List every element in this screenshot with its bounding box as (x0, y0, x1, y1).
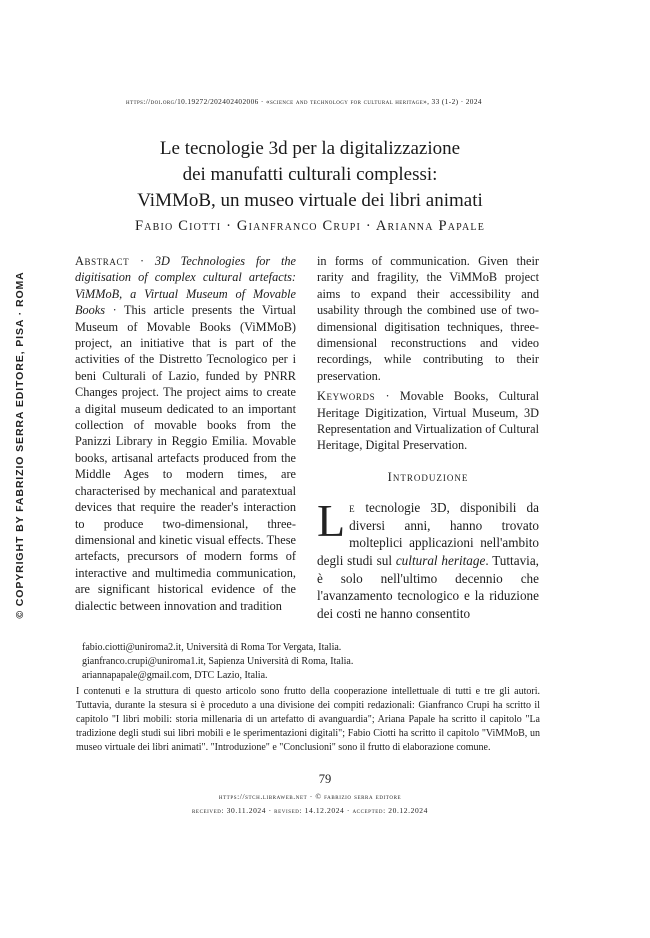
abstract (75, 253, 296, 614)
title-line-3: ViMMoB, un museo virtuale dei libri animati (137, 190, 483, 211)
article-title (100, 136, 520, 214)
footer-publisher: https://stch.libraweb.net · © fabrizio serra editore (218, 792, 402, 801)
intro-text-a: tecnologie 3D, disponibili da diversi anni, hanno trovato molteplici applicazioni nell'ambito degli studi sul (317, 500, 539, 569)
authorship-note: I contenuti e la struttura di questo articolo sono frutto della cooperazione intellettuale di tutti e tre gli autori. Tuttavia, durante la stesura si è proceduto a una divisione dei compiti redazionali: Gianfranco Crupi ha scritto il capitolo "I libri mobili: storia millenaria di un artefatto di avanguardia"; Ariana Papale ha scritto il capitolo "La tradizione degli studi sui libri mobili e le sperimentazioni digitali"; Fabio Ciotti ha scritto il capitolo "ViMMoB, un museo virtuale dei libri animati". "Introduzione" e "Conclusioni" sono il frutto di elaborazione comune. (76, 686, 540, 753)
intro-paragraph (317, 495, 539, 622)
abstract-separator: · (129, 254, 155, 268)
affiliation-2: gianfranco.crupi@uniroma1.it, Sapienza Università di Roma, Italia. (82, 656, 354, 667)
keywords-label: Keywords (317, 389, 376, 404)
abstract-label: Abstract (75, 254, 130, 268)
copyright-sidebar (10, 245, 30, 645)
right-column (317, 253, 539, 622)
title-line-1: Le tecnologie 3d per la digitalizzazione (159, 138, 461, 159)
abstract-title: 3D Technologies for the digitisation of complex cultural artefacts: ViMMoB, a Virtual Museum of Movable Books (75, 254, 296, 318)
page-number: 79 (318, 772, 332, 786)
left-column (75, 253, 296, 614)
keywords (317, 388, 539, 454)
footnotes (76, 641, 540, 755)
intro-first-word-rest: e (349, 500, 356, 516)
drop-cap: L (317, 495, 346, 547)
section-heading: Introduzione (387, 469, 469, 484)
keywords-text: Movable Books, Cultural Heritage Digitization, Virtual Museum, 3D Representation and Virtualization of Cultural Heritage, Digital Preservation. (317, 389, 540, 453)
intro-text-b: . Tuttavia, è solo nell'ultimo decennio che l'avanzamento tecnologico e la riduzione dei costi ne hanno consentito (317, 553, 539, 621)
keywords-separator: · (375, 389, 400, 404)
abstract-body: · This article presents the Virtual Museum of Movable Books (ViMMoB) project, an initiative that is part of the activities of the Distretto Tecnologico per i beni Culturali of Lazio, funded by PNRR Changes project. The project aims to create a digital museum dedicated to an important collection of movable books from the Panizzi Library in Reggio Emilia. Movable books, artisanal artefacts produced from the Middle Ages to modern times, are characterised by mechanical and paratextual devices that require the reader's interaction to produce two-dimensional, three-dimensional and kinetic visual effects. These artefacts, precursors of modern forms of interactive and multimedia communication, are significant historical evidence of the dialectic between innovation and tradition (75, 303, 296, 613)
running-head: https://doi.org/10.19272/202402402006 · «science and technology for cultural heritage», 33 (1-2) · 2024 (126, 97, 482, 106)
abstract-continuation: in forms of communication. Given their rarity and fragility, the ViMMoB project aims to expand their accessibility and usability through the combined use of two-dimensional digitisation techniques, three-dimensional reconstructions and video recordings, while contributing to their preservation. (317, 254, 539, 383)
affiliation-3: ariannapapale@gmail.com, DTC Lazio, Italia. (82, 670, 268, 681)
affiliation-1: fabio.ciotti@uniroma2.it, Università di Roma Tor Vergata, Italia. (82, 642, 342, 653)
footer-dates: received: 30.11.2024 · revised: 14.12.2024 · accepted: 20.12.2024 (191, 806, 428, 815)
intro-italic: cultural heritage (395, 553, 486, 569)
copyright-sidebar-text: © COPYRIGHT BY FABRIZIO SERRA EDITORE, PISA · ROMA (14, 271, 26, 619)
title-line-2: dei manufatti culturali complessi: (182, 164, 438, 185)
authors: Fabio Ciotti · Gianfranco Crupi · Arianna Papale (134, 218, 486, 234)
